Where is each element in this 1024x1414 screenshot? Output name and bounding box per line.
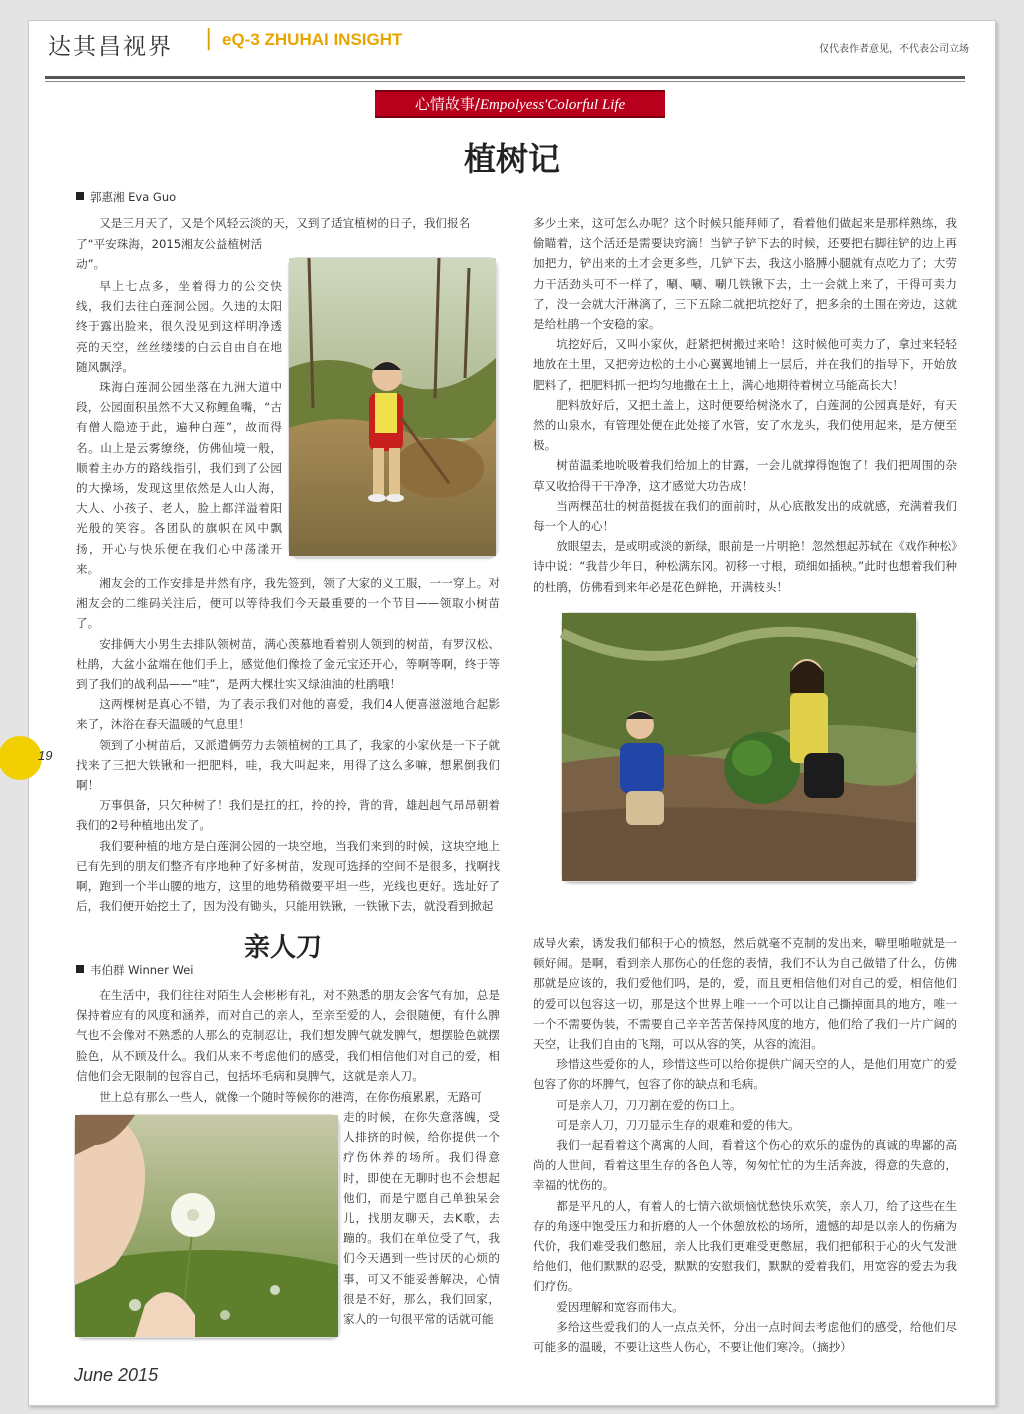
paragraph: 可是亲人刀，刀刀割在爱的伤口上。 [556, 1097, 742, 1112]
article-title: 亲人刀 [244, 933, 323, 963]
section-label-sep: / [474, 95, 480, 113]
mother-son-image [562, 613, 916, 881]
paragraph: 可是亲人刀，刀刀显示生存的艰难和爱的伟大。 [556, 1117, 800, 1132]
brand-title-cn: 达其昌视界 [48, 34, 173, 60]
header-rule [45, 76, 965, 79]
dandelion-image [75, 1115, 338, 1337]
paragraph: 多给这些爱我们的人一点点关怀，分出一点时间去考虑他们的感受，给他们尽可能多的温暖，不要让这些人伤心，不要让他们寒冷。（摘抄） [533, 1319, 957, 1355]
paragraph: 这两棵树是真心不错，为了表示我们对他的喜爱，我们4人便喜滋滋地合起影来了，沐浴在春天温暖的气息里！ [76, 697, 500, 732]
wrap-column [76, 276, 282, 576]
paragraph: 爱因理解和宽容而伟大。 [556, 1299, 684, 1314]
disclaimer: 仅代表作者意见，不代表公司立场 [819, 44, 969, 55]
paragraph: 都是平凡的人，有着人的七情六欲烦恼忧愁快乐欢笑，亲人刀，给了这些在生存的角逐中饱受压力和折磨的人一个休憩放松的场所，遗憾的却是以亲人的伤痛为代价，我们难受我们憋屈，亲人比我们更难受更憋屈，我们把郁积于心的火气发泄给他们，他们默默的忍受，默默的安慰我们，默默的爱着我们，用宽容的爱去为我们疗伤。 [533, 1198, 957, 1294]
article-body-right [533, 213, 957, 593]
byline-author: 郭惠湘 Eva Guo [90, 190, 177, 204]
byline [76, 962, 193, 978]
bullet-square-icon [76, 965, 84, 973]
bullet-square-icon [76, 192, 84, 200]
intro-line-1: 又是三月天了，又是个风轻云淡的天，又到了适宜植树的日子，我们报名 [99, 216, 471, 230]
paragraph: 安排俩大小男生去排队领树苗，满心羡慕地看着别人领到的树苗，有罗汉松、杜鹃，大盆小盆端在他们手上，感觉他们像捡了金元宝还开心，等啊等啊，终于等到了我们的战利品——“哇”，是两大棵壮实又绿油油的杜鹃哦！ [76, 636, 500, 692]
paragraph: 坑挖好后，又叫小家伙，赶紧把树搬过来哈！这时候他可卖力了，拿过来轻轻地放在土里，又把旁边松的土小心翼翼地铺上一层后，并在我们的指导下，开始放肥料了，把肥料抓一把均匀地撒在土上，满心地期待着树立马能高长大！ [533, 337, 957, 392]
paragraph: 珠海白莲洞公园坐落在九洲大道中段，公园面积虽然不大又称鲤鱼嘴，“古有僧人隐迹于此，遍种白莲”，故而得名。山上是云雾缭绕，仿佛仙境一般，顺着主办方的路线指引，我们到了公园的大操场，发现这里依然是人山人海，大人、小孩子、老人，脸上都洋溢着阳光般的笑容。各团队的旗帜在风中飘扬，开心与快乐便在我们心中荡漾开来。 [76, 380, 282, 576]
article2-body-right [533, 933, 957, 1353]
paragraph: 树苗温柔地吮吸着我们给加上的甘露，一会儿就撑得饱饱了！我们把周围的杂草又收拾得干干净净，这才感觉大功告成！ [533, 458, 957, 493]
header-rule-thin [45, 81, 965, 82]
paragraph-line: 世上总有那么一些人，就像一个随时等候你的港湾，在你伤痕累累，无路可 [99, 1090, 482, 1104]
article-title: 植树记 [463, 140, 560, 178]
section-label-cn: 心情故事 [414, 95, 475, 113]
paragraph: 我们一起看着这个离寓的人间，看着这个伤心的欢乐的虚伪的真诚的卑鄙的高尚的人世间，看着这里生存的各色人等，匆匆忙忙的为生活奔波，得意的失意的，幸福的忧伤的。 [533, 1138, 957, 1193]
intro-line-3: 动”。 [76, 257, 106, 272]
paragraph: 在生活中，我们往往对陌生人会彬彬有礼，对不熟悉的朋友会客气有加，总是保持着应有的风度和涵养，而对自己的亲人，至亲至爱的人，会很随便，有什么脾气也不会像对不熟悉的人那么的克制忍让，我们想发脾气就发脾气，想摆脸色就摆脸色，从不顾及什么。我们从来不考虑他们的感受，我们相信他们对自己的爱，相信他们会无限制的包容自己，包括坏毛病和臭脾气，这就是亲人刀。 [76, 988, 500, 1083]
paragraph: 湘友会的工作安排是井然有序，我先签到，领了大家的义工服，一一穿上。对湘友会的二维码关注后，便可以等待我们今天最重要的一个节目——领取小树苗了。 [76, 576, 500, 631]
article-body-left [76, 573, 500, 914]
boy-digging-photo [289, 258, 496, 556]
paragraph: 成导火索，诱发我们郁积于心的愤怒，然后就毫不克制的发出来，噼里啪啦就是一顿好闹。是啊，看到亲人那伤心的任您的表情，我们不认为自己做错了什么，仿佛那就是应该的，我们爱他们吗，是的，爱，而且更相信他们对自己的爱，相信他们的爱可以包容这一切，那是这个世界上唯一一个可以让自己撕掉面具的地方，唯一一个不需要伪装，不需要自己辛辛苦苦保持风度的地方，他们给了我们一片广阔的天空，让我们自由的飞翔，可以从容的笑，从容的流泪。 [533, 936, 957, 1052]
paragraph: 珍惜这些爱你的人，珍惜这些可以给你提供广阔天空的人，是他们用宽广的爱包容了你的坏脾气，包容了你的缺点和毛病。 [533, 1057, 957, 1092]
article2-wrap-column [343, 1107, 500, 1347]
paragraph: 早上七点多，坐着得力的公交快线，我们去往白莲洞公园。久违的太阳终于露出脸来，很久没见到这样明净透亮的天空，丝丝缕缕的白云自由自在地随风飘浮。 [76, 279, 282, 374]
paragraph: 领到了小树苗后，又派遣俩劳力去领植树的工具了，我家的小家伙是一下子就找来了三把大铁锹和一把肥料，哇，我大叫起来，用得了这么多嘛，想累倒我们啊！ [76, 737, 500, 793]
byline-author: 韦伯群 Winner Wei [90, 963, 194, 977]
dandelion-photo [75, 1115, 338, 1337]
paragraph: 当两棵茁壮的树苗挺拔在我们的面前时，从心底散发出的成就感，充满着我们每一个人的心！ [533, 498, 957, 534]
article-intro-cont [76, 234, 282, 274]
intro-line-2: 了“平安珠海，2015湘友公益植树活 [76, 237, 263, 251]
page-number: 19 [38, 748, 53, 763]
boy-digging-image [289, 258, 496, 556]
paragraph: 走的时候，在你失意落魄，受人排挤的时候，给你提供一个疗伤休养的场所。我们得意时，即使在无聊时也不会想起他们，而是宁愿自己单独呆会儿，找朋友聊天，去K歌，去蹦的。我们在单位受了气，我们今天遇到一些讨厌的心烦的事，可又不能妥善解决，心情很是不好，那么，我们回家，家人的一句很平常的话就可能 [343, 1110, 500, 1327]
section-label-en: Empolyess'Colorful Life [479, 97, 626, 113]
paragraph: 我们要种植的地方是白莲洞公园的一块空地，当我们来到的时候，这块空地上已有先到的朋友们整齐有序地种了好多树苗，发现可选择的空间不是很多，找啊找啊，跑到一个半山腰的地方，这里的地势稍微要平坦一些，光线也更好。选址好了后，我们便开始挖土了，因为没有锄头，只能用铁锹，一铁锹下去，就没看到掀起 [76, 838, 500, 914]
article2-body-top [76, 985, 500, 1087]
byline [76, 189, 176, 205]
article-intro [76, 213, 500, 233]
article2-line [76, 1087, 500, 1107]
page-folio-tab [0, 736, 42, 780]
section-banner [375, 90, 665, 118]
mother-son-tree-photo [562, 613, 916, 881]
paragraph: 万事俱备，只欠种树了！我们是扛的扛，拎的拎，背的背，雄赳赳气昂昂朝着我们的2号种植地出发了。 [76, 798, 500, 833]
brand-separator: | [205, 26, 213, 51]
paragraph: 放眼望去，是或明或淡的新绿，眼前是一片明艳！忽然想起苏轼在《戏作种松》诗中说：“我昔少年日，种松满东冈。初移一寸根，琐细如插秧。”此时也想着我们种的杜鹃，仿佛看到来年必是花色鲜艳，开满枝头！ [533, 539, 957, 594]
brand-title-en: eQ-3 ZHUHAI INSIGHT [222, 30, 403, 49]
paragraph: 肥料放好后，又把土盖上，这时便要给树浇水了，白莲洞的公园真是好，有天然的山泉水，有管理处便在此处接了水管，安了水龙头，我们使用起来，是方便至极。 [533, 397, 957, 453]
paragraph: 多少土来，这可怎么办呢？这个时候只能拜师了，看着他们做起来是那样熟练，我偷瞄着，这个活还是需要诀窍滴！当铲子铲下去的时候，还要把右脚往铲的边上再加把力，铲出来的土才会更多些，几铲下去，我这小胳膊小腿就有点吃力了；大劳力干活劲头可不一样了，唰、唰、唰几铁锹下去，土一会就上来了，干得可卖力了，没一会就大汗淋漓了，三下五除二就把坑挖好了，把多余的土围在旁边，这就是给杜鹃一个安稳的家。 [533, 216, 957, 332]
issue-date: June 2015 [74, 1365, 159, 1385]
